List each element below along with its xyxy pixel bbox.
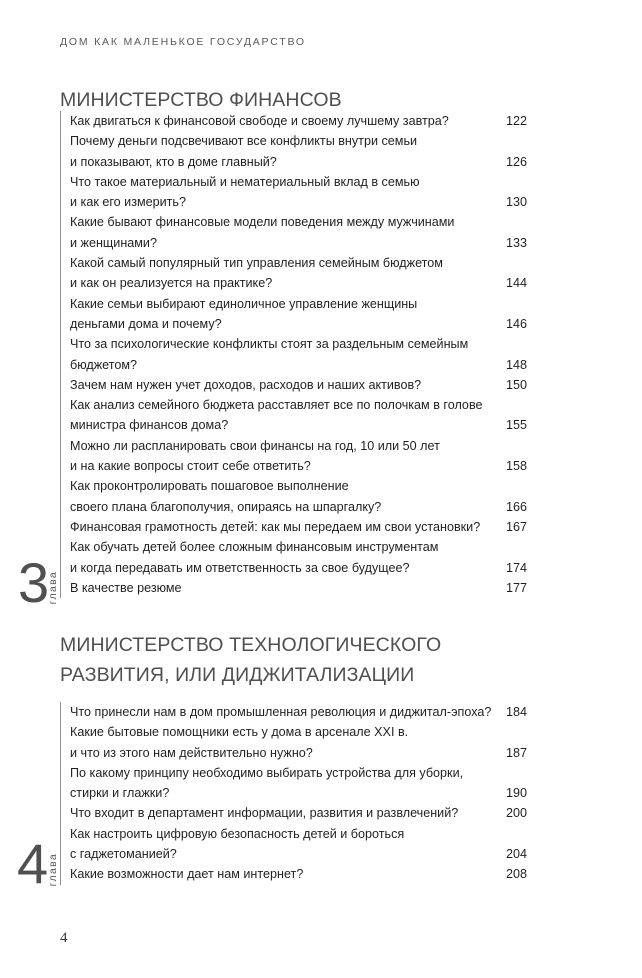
toc-entry-text: Зачем нам нужен учет доходов, расходов и наших активов? [70, 377, 422, 392]
toc-page-number: 155 [505, 418, 527, 433]
toc-entry-text: и когда передавать им ответственность за свое будущее? [70, 560, 410, 575]
toc-page-number: 126 [505, 154, 527, 169]
toc-page-number: 190 [505, 786, 527, 801]
toc-entry-text: Что такое материальный и нематериальный вклад в семью [70, 174, 420, 189]
toc-entry [70, 803, 527, 823]
toc-entry-text: В качестве резюме [70, 580, 182, 595]
toc-entry [70, 172, 527, 213]
toc-entry-text: Как настроить цифровую безопасность детей и бороться [70, 826, 405, 841]
toc-page-number: 148 [505, 357, 527, 372]
toc-entry-text: Какой самый популярный тип управления семейным бюджетом [70, 256, 443, 271]
toc-entry-text: своего плана благополучия, опираясь на шпаргалку? [70, 499, 382, 514]
chapter-number: 3 [18, 551, 50, 614]
toc-page-number: 158 [505, 459, 527, 474]
toc-page-number: 150 [505, 377, 527, 392]
toc-entry [70, 334, 527, 375]
toc-entry-text: Какие бывают финансовые модели поведения между мужчинами [70, 215, 455, 230]
toc-entry [70, 722, 527, 763]
toc-entry-text: Что за психологические конфликты стоят за раздельным семейным [70, 337, 469, 352]
toc-page-number: 174 [505, 560, 527, 575]
toc-entry [70, 824, 527, 865]
toc-entry [70, 253, 527, 294]
toc-page-number: 200 [505, 806, 527, 821]
toc-page-number: 184 [505, 705, 527, 719]
toc-entry [70, 436, 527, 477]
toc-entry-text: Какие семьи выбирают единоличное управление женщины [70, 296, 418, 311]
toc-entry [70, 864, 527, 884]
toc-entry-text: По какому принципу необходимо выбирать устройства для уборки, [70, 765, 464, 780]
toc-page-number: 144 [505, 276, 527, 291]
toc-entry [70, 375, 527, 395]
toc-entry-text: и как он реализуется на практике? [70, 276, 273, 291]
toc-list-chapter-3 [60, 111, 527, 598]
toc-page-number: 133 [505, 235, 527, 250]
toc-page-number: 122 [505, 114, 527, 128]
toc-entry-text: Как двигаться к финансовой свободе и своему лучшему завтра? [70, 114, 449, 128]
toc-entry [70, 578, 527, 598]
chapter-label: глава [47, 853, 59, 887]
chapter-4-title [60, 630, 441, 690]
toc-entry-text: Какие бытовые помощники есть у дома в арсенале XXI в. [70, 725, 409, 740]
toc-entry-text: Как проконтролировать пошаговое выполнение [70, 479, 349, 494]
toc-entry-text: Финансовая грамотность детей: как мы передаем им свои установки? [70, 519, 481, 534]
toc-entry [70, 476, 527, 517]
toc-entry-text: бюджетом? [70, 357, 138, 372]
toc-page-number: 130 [505, 195, 527, 210]
chapter-3-title [60, 87, 342, 113]
toc-page-number: 146 [505, 316, 527, 331]
toc-entry-text: и что из этого нам действительно нужно? [70, 745, 313, 760]
toc-page-number: 204 [505, 847, 527, 862]
toc-entry-text: и как его измерить? [70, 195, 187, 210]
toc-entry [70, 294, 527, 335]
toc-entry [70, 212, 527, 253]
toc-entry [70, 395, 527, 436]
running-header: ДОМ КАК МАЛЕНЬКОЕ ГОСУДАРСТВО [60, 36, 306, 48]
toc-entry [70, 702, 527, 722]
toc-entry-text: Почему деньги подсвечивают все конфликты внутри семьи [70, 134, 418, 149]
page-number: 4 [60, 930, 68, 946]
toc-entry-text: и женщинами? [70, 235, 157, 250]
toc-entry-text: Как анализ семейного бюджета расставляет все по полочкам в голове [70, 398, 483, 413]
toc-entry-text: Что входит в департамент информации, развития и развлечений? [70, 806, 459, 821]
toc-page-number: 187 [505, 745, 527, 760]
toc-entry-text: министра финансов дома? [70, 418, 229, 433]
toc-entry-text: стирки и глажки? [70, 786, 170, 801]
toc-entry-text: Как обучать детей более сложным финансовым инструментам [70, 540, 439, 555]
chapter-number: 4 [17, 832, 49, 895]
toc-entry [70, 131, 527, 172]
toc-page-number: 208 [505, 867, 527, 882]
toc-entry [70, 517, 527, 537]
chapter-title-line: МИНИСТЕРСТВО ТЕХНОЛОГИЧЕСКОГО [60, 634, 442, 656]
chapter-label: глава [47, 571, 59, 605]
toc-page-number: 167 [505, 519, 527, 534]
chapter-title-line: МИНИСТЕРСТВО ФИНАНСОВ [60, 89, 342, 111]
toc-entry-text: деньгами дома и почему? [70, 316, 222, 331]
toc-entry-text: Какие возможности дает нам интернет? [70, 867, 304, 882]
toc-entry [70, 763, 527, 804]
toc-entry-text: Что принесли нам в дом промышленная революция и диджитал-эпоха? [70, 705, 492, 719]
toc-entry-text: и на какие вопросы стоит себе ответить? [70, 459, 311, 474]
toc-page-number: 166 [505, 499, 527, 514]
toc-page-number: 177 [505, 580, 527, 595]
toc-entry [70, 111, 527, 131]
toc-entry-text: и показывают, кто в доме главный? [70, 154, 277, 169]
toc-entry-text: Можно ли распланировать свои финансы на год, 10 или 50 лет [70, 438, 440, 453]
toc-entry [70, 537, 527, 578]
toc-entry-text: с гаджетоманией? [70, 847, 177, 862]
chapter-title-line: РАЗВИТИЯ, ИЛИ ДИДЖИТАЛИЗАЦИИ [60, 664, 415, 686]
toc-list-chapter-4 [60, 702, 527, 885]
